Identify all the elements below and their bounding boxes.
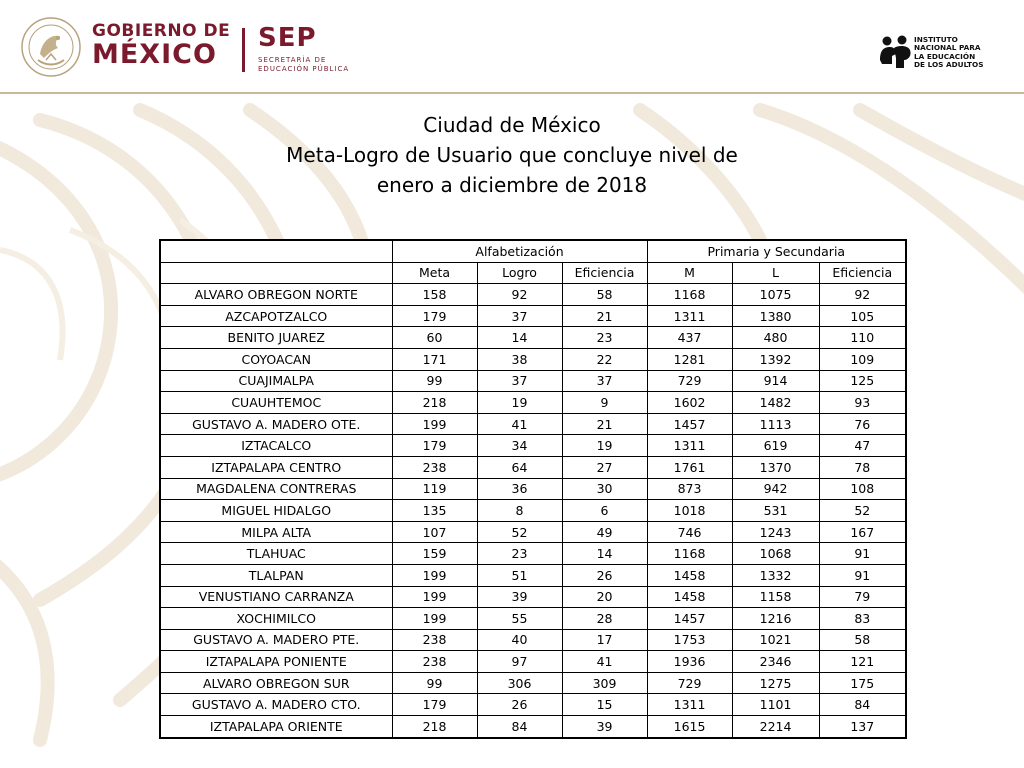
- column-header-empty: [160, 262, 392, 284]
- table-body: [160, 284, 906, 738]
- table-row: [160, 694, 906, 716]
- cell-eficiencia-alf: 49: [562, 521, 647, 543]
- cell-l: 1101: [732, 694, 819, 716]
- cell-eficiencia-prim: 108: [819, 478, 906, 500]
- inea-line-4: DE LOS ADULTOS: [914, 59, 984, 69]
- cell-eficiencia-prim: 125: [819, 370, 906, 392]
- cell-logro: 64: [477, 456, 562, 478]
- cell-logro: 37: [477, 370, 562, 392]
- cell-l: 1075: [732, 284, 819, 306]
- table-row: [160, 435, 906, 457]
- cell-meta: 218: [392, 716, 477, 738]
- cell-logro: 97: [477, 651, 562, 673]
- table-row: [160, 327, 906, 349]
- inea-logo: [878, 34, 988, 74]
- cell-logro: 52: [477, 521, 562, 543]
- cell-logro: 51: [477, 564, 562, 586]
- cell-l: 1332: [732, 564, 819, 586]
- cell-l: 1158: [732, 586, 819, 608]
- table-row: [160, 672, 906, 694]
- cell-l: 1482: [732, 392, 819, 414]
- cell-meta: 135: [392, 500, 477, 522]
- cell-meta: 179: [392, 694, 477, 716]
- cell-logro: 36: [477, 478, 562, 500]
- table-row: [160, 716, 906, 738]
- cell-region-name: ALVARO OBREGON NORTE: [160, 284, 392, 306]
- cell-m: 1458: [647, 586, 732, 608]
- cell-l: 1021: [732, 629, 819, 651]
- cell-eficiencia-prim: 58: [819, 629, 906, 651]
- cell-region-name: MIGUEL HIDALGO: [160, 500, 392, 522]
- cell-region-name: MILPA ALTA: [160, 521, 392, 543]
- cell-meta: 99: [392, 672, 477, 694]
- group-header-alfabetizacion: Alfabetización: [392, 240, 647, 262]
- cell-eficiencia-alf: 41: [562, 651, 647, 673]
- inea-line-1: INSTITUTO: [914, 35, 958, 44]
- cell-meta: 179: [392, 305, 477, 327]
- cell-meta: 60: [392, 327, 477, 349]
- cell-logro: 55: [477, 608, 562, 630]
- cell-meta: 99: [392, 370, 477, 392]
- cell-meta: 199: [392, 564, 477, 586]
- cell-l: 1275: [732, 672, 819, 694]
- cell-logro: 37: [477, 305, 562, 327]
- cell-eficiencia-prim: 84: [819, 694, 906, 716]
- table-row: [160, 564, 906, 586]
- cell-region-name: IZTACALCO: [160, 435, 392, 457]
- cell-l: 914: [732, 370, 819, 392]
- cell-region-name: IZTAPALAPA CENTRO: [160, 456, 392, 478]
- cell-region-name: IZTAPALAPA PONIENTE: [160, 651, 392, 673]
- cell-logro: 39: [477, 586, 562, 608]
- cell-meta: 199: [392, 608, 477, 630]
- table-row: [160, 456, 906, 478]
- cell-eficiencia-alf: 22: [562, 348, 647, 370]
- cell-region-name: CUAUHTEMOC: [160, 392, 392, 414]
- cell-eficiencia-alf: 39: [562, 716, 647, 738]
- cell-eficiencia-alf: 309: [562, 672, 647, 694]
- cell-l: 1392: [732, 348, 819, 370]
- cell-m: 1753: [647, 629, 732, 651]
- cell-logro: 306: [477, 672, 562, 694]
- group-header-primaria-secundaria: Primaria y Secundaria: [647, 240, 906, 262]
- cell-l: 1113: [732, 413, 819, 435]
- cell-meta: 179: [392, 435, 477, 457]
- cell-eficiencia-prim: 92: [819, 284, 906, 306]
- cell-eficiencia-alf: 19: [562, 435, 647, 457]
- table-row: [160, 629, 906, 651]
- cell-meta: 119: [392, 478, 477, 500]
- title-line-3: enero a diciembre de 2018: [376, 173, 648, 197]
- cell-m: 1018: [647, 500, 732, 522]
- cell-l: 1243: [732, 521, 819, 543]
- cell-eficiencia-prim: 83: [819, 608, 906, 630]
- cell-region-name: CUAJIMALPA: [160, 370, 392, 392]
- cell-meta: 107: [392, 521, 477, 543]
- cell-eficiencia-prim: 76: [819, 413, 906, 435]
- header-divider: [0, 92, 1024, 94]
- cell-meta: 171: [392, 348, 477, 370]
- cell-m: 1615: [647, 716, 732, 738]
- column-header-eficiencia-prim: Eficiencia: [819, 262, 906, 284]
- column-header-logro: Logro: [477, 262, 562, 284]
- cell-l: 1370: [732, 456, 819, 478]
- cell-region-name: MAGDALENA CONTRERAS: [160, 478, 392, 500]
- cell-m: 1761: [647, 456, 732, 478]
- cell-eficiencia-prim: 137: [819, 716, 906, 738]
- cell-logro: 84: [477, 716, 562, 738]
- cell-region-name: COYOACAN: [160, 348, 392, 370]
- cell-m: 1457: [647, 608, 732, 630]
- cell-eficiencia-prim: 110: [819, 327, 906, 349]
- column-header-row: [160, 262, 906, 284]
- cell-eficiencia-alf: 9: [562, 392, 647, 414]
- cell-eficiencia-prim: 93: [819, 392, 906, 414]
- cell-logro: 41: [477, 413, 562, 435]
- header: [0, 0, 1024, 92]
- cell-m: 729: [647, 370, 732, 392]
- table-row: [160, 608, 906, 630]
- table-row: [160, 413, 906, 435]
- cell-eficiencia-alf: 6: [562, 500, 647, 522]
- column-header-m: M: [647, 262, 732, 284]
- gobierno-de-mexico-logo: [92, 22, 230, 70]
- cell-logro: 40: [477, 629, 562, 651]
- cell-l: 1380: [732, 305, 819, 327]
- cell-logro: 92: [477, 284, 562, 306]
- page-title: [262, 110, 762, 200]
- cell-eficiencia-alf: 27: [562, 456, 647, 478]
- cell-logro: 26: [477, 694, 562, 716]
- cell-m: 1311: [647, 305, 732, 327]
- cell-eficiencia-alf: 15: [562, 694, 647, 716]
- cell-eficiencia-alf: 21: [562, 413, 647, 435]
- cell-meta: 238: [392, 651, 477, 673]
- table-row: [160, 392, 906, 414]
- mexico-seal-icon: [20, 14, 82, 80]
- data-table: [159, 239, 907, 739]
- cell-eficiencia-alf: 17: [562, 629, 647, 651]
- table-row: [160, 478, 906, 500]
- cell-eficiencia-alf: 37: [562, 370, 647, 392]
- column-header-eficiencia-alf: Eficiencia: [562, 262, 647, 284]
- cell-region-name: GUSTAVO A. MADERO OTE.: [160, 413, 392, 435]
- cell-region-name: IZTAPALAPA ORIENTE: [160, 716, 392, 738]
- cell-logro: 23: [477, 543, 562, 565]
- cell-meta: 199: [392, 586, 477, 608]
- title-line-2: Meta-Logro de Usuario que concluye nivel de: [286, 143, 738, 167]
- cell-l: 480: [732, 327, 819, 349]
- cell-eficiencia-prim: 79: [819, 586, 906, 608]
- cell-l: 942: [732, 478, 819, 500]
- cell-logro: 8: [477, 500, 562, 522]
- table-row: [160, 521, 906, 543]
- inea-line-2: NACIONAL PARA: [914, 43, 981, 53]
- cell-region-name: ALVARO OBREGON SUR: [160, 672, 392, 694]
- cell-eficiencia-alf: 23: [562, 327, 647, 349]
- table-row: [160, 348, 906, 370]
- sep-title: SEP: [258, 23, 317, 53]
- cell-eficiencia-alf: 26: [562, 564, 647, 586]
- cell-logro: 19: [477, 392, 562, 414]
- cell-eficiencia-alf: 20: [562, 586, 647, 608]
- sep-subtitle-line1: SECRETARÍA DE: [258, 56, 327, 64]
- cell-region-name: AZCAPOTZALCO: [160, 305, 392, 327]
- cell-m: 1311: [647, 435, 732, 457]
- cell-eficiencia-prim: 91: [819, 564, 906, 586]
- cell-m: 1281: [647, 348, 732, 370]
- cell-eficiencia-prim: 175: [819, 672, 906, 694]
- group-header-row: [160, 240, 906, 262]
- cell-meta: 159: [392, 543, 477, 565]
- title-line-1: Ciudad de México: [423, 113, 601, 137]
- cell-eficiencia-alf: 14: [562, 543, 647, 565]
- table-row: [160, 586, 906, 608]
- group-header-empty: [160, 240, 392, 262]
- cell-l: 619: [732, 435, 819, 457]
- cell-eficiencia-prim: 78: [819, 456, 906, 478]
- cell-m: 1168: [647, 284, 732, 306]
- cell-l: 1216: [732, 608, 819, 630]
- cell-l: 2214: [732, 716, 819, 738]
- cell-region-name: GUSTAVO A. MADERO PTE.: [160, 629, 392, 651]
- table-row: [160, 651, 906, 673]
- inea-text: [914, 36, 983, 69]
- cell-eficiencia-prim: 52: [819, 500, 906, 522]
- inea-people-icon: [878, 34, 912, 70]
- logo-divider: [242, 28, 245, 72]
- cell-eficiencia-alf: 30: [562, 478, 647, 500]
- table-row: [160, 305, 906, 327]
- cell-m: 1602: [647, 392, 732, 414]
- cell-l: 531: [732, 500, 819, 522]
- cell-meta: 238: [392, 456, 477, 478]
- cell-eficiencia-prim: 47: [819, 435, 906, 457]
- cell-region-name: BENITO JUAREZ: [160, 327, 392, 349]
- gobierno-line2: MÉXICO: [92, 39, 217, 70]
- cell-region-name: GUSTAVO A. MADERO CTO.: [160, 694, 392, 716]
- table-row: [160, 370, 906, 392]
- table-row: [160, 284, 906, 306]
- gobierno-line1: GOBIERNO DE: [92, 21, 231, 41]
- cell-eficiencia-prim: 91: [819, 543, 906, 565]
- cell-m: 1458: [647, 564, 732, 586]
- cell-m: 729: [647, 672, 732, 694]
- inea-line-3: LA EDUCACIÓN: [914, 51, 976, 61]
- cell-m: 746: [647, 521, 732, 543]
- cell-region-name: TLAHUAC: [160, 543, 392, 565]
- cell-eficiencia-prim: 167: [819, 521, 906, 543]
- cell-eficiencia-prim: 105: [819, 305, 906, 327]
- cell-eficiencia-alf: 21: [562, 305, 647, 327]
- cell-region-name: VENUSTIANO CARRANZA: [160, 586, 392, 608]
- column-header-l: L: [732, 262, 819, 284]
- cell-logro: 34: [477, 435, 562, 457]
- sep-subtitle-line2: EDUCACIÓN PÚBLICA: [258, 65, 350, 73]
- cell-eficiencia-alf: 58: [562, 284, 647, 306]
- cell-m: 873: [647, 478, 732, 500]
- cell-l: 1068: [732, 543, 819, 565]
- cell-eficiencia-prim: 109: [819, 348, 906, 370]
- cell-meta: 218: [392, 392, 477, 414]
- cell-m: 1457: [647, 413, 732, 435]
- cell-logro: 14: [477, 327, 562, 349]
- cell-eficiencia-alf: 28: [562, 608, 647, 630]
- cell-meta: 238: [392, 629, 477, 651]
- table-row: [160, 500, 906, 522]
- cell-region-name: XOCHIMILCO: [160, 608, 392, 630]
- cell-m: 1168: [647, 543, 732, 565]
- cell-m: 437: [647, 327, 732, 349]
- cell-eficiencia-prim: 121: [819, 651, 906, 673]
- cell-m: 1936: [647, 651, 732, 673]
- cell-m: 1311: [647, 694, 732, 716]
- cell-meta: 199: [392, 413, 477, 435]
- column-header-meta: Meta: [392, 262, 477, 284]
- cell-meta: 158: [392, 284, 477, 306]
- cell-l: 2346: [732, 651, 819, 673]
- table-row: [160, 543, 906, 565]
- cell-region-name: TLALPAN: [160, 564, 392, 586]
- sep-logo: [258, 24, 349, 74]
- cell-logro: 38: [477, 348, 562, 370]
